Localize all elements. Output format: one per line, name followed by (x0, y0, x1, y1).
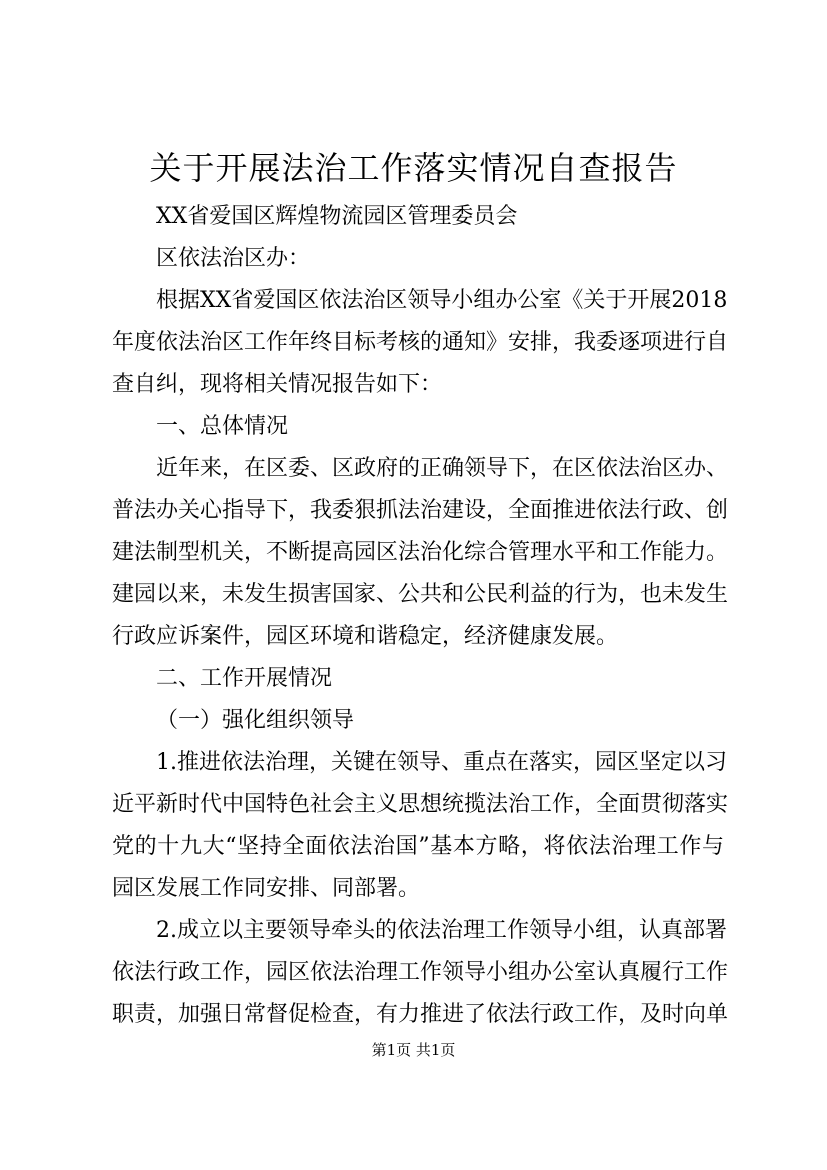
body-line: （一）强化组织领导 (156, 708, 355, 733)
document-body (112, 196, 729, 1036)
body-line: 区依法治区办： (156, 246, 311, 271)
body-line: 行政应诉案件，园区环境和谐稳定，经济健康发展。 (112, 624, 619, 649)
body-line: 近平新时代中国特色社会主义思想统揽法治工作，全面贯彻落实 (112, 792, 729, 817)
body-line: 建法制型机关，不断提高园区法治化综合管理水平和工作能力。 (112, 540, 729, 565)
body-line: 一、总体情况 (156, 414, 289, 439)
document-title: 关于开展法治工作落实情况自查报告 (149, 149, 678, 187)
body-line: 2.成立以主要领导牵头的依法治理工作领导小组，认真部署 (156, 918, 727, 943)
body-line: 二、工作开展情况 (156, 666, 333, 691)
body-line: 近年来，在区委、区政府的正确领导下，在区依法治区办、 (156, 456, 729, 481)
body-line: 1.推进依法治理，关键在领导、重点在落实，园区坚定以习 (156, 750, 727, 775)
body-line: 根据XX省爱国区依法治区领导小组办公室《关于开展2018 (156, 288, 728, 313)
body-line: 年度依法治区工作年终目标考核的通知》安排，我委逐项进行自 (112, 330, 729, 355)
body-line: XX省爱国区辉煌物流园区管理委员会 (156, 204, 518, 229)
body-line: 依法行政工作，园区依法治理工作领导小组办公室认真履行工作 (112, 960, 729, 985)
body-line: 普法办关心指导下，我委狠抓法治建设，全面推进依法行政、创 (112, 498, 729, 523)
body-line: 建园以来，未发生损害国家、公共和公民利益的行为，也未发生 (112, 582, 729, 607)
body-line: 职责，加强日常督促检查，有力推进了依法行政工作，及时向单 (112, 1002, 729, 1027)
body-line: 查自纠，现将相关情况报告如下： (112, 372, 443, 397)
body-line: 园区发展工作同安排、同部署。 (112, 876, 421, 901)
page-footer: 第1页 共1页 (371, 1041, 456, 1059)
body-line: 党的十九大“坚持全面依法治国”基本方略，将依法治理工作与 (112, 834, 724, 859)
